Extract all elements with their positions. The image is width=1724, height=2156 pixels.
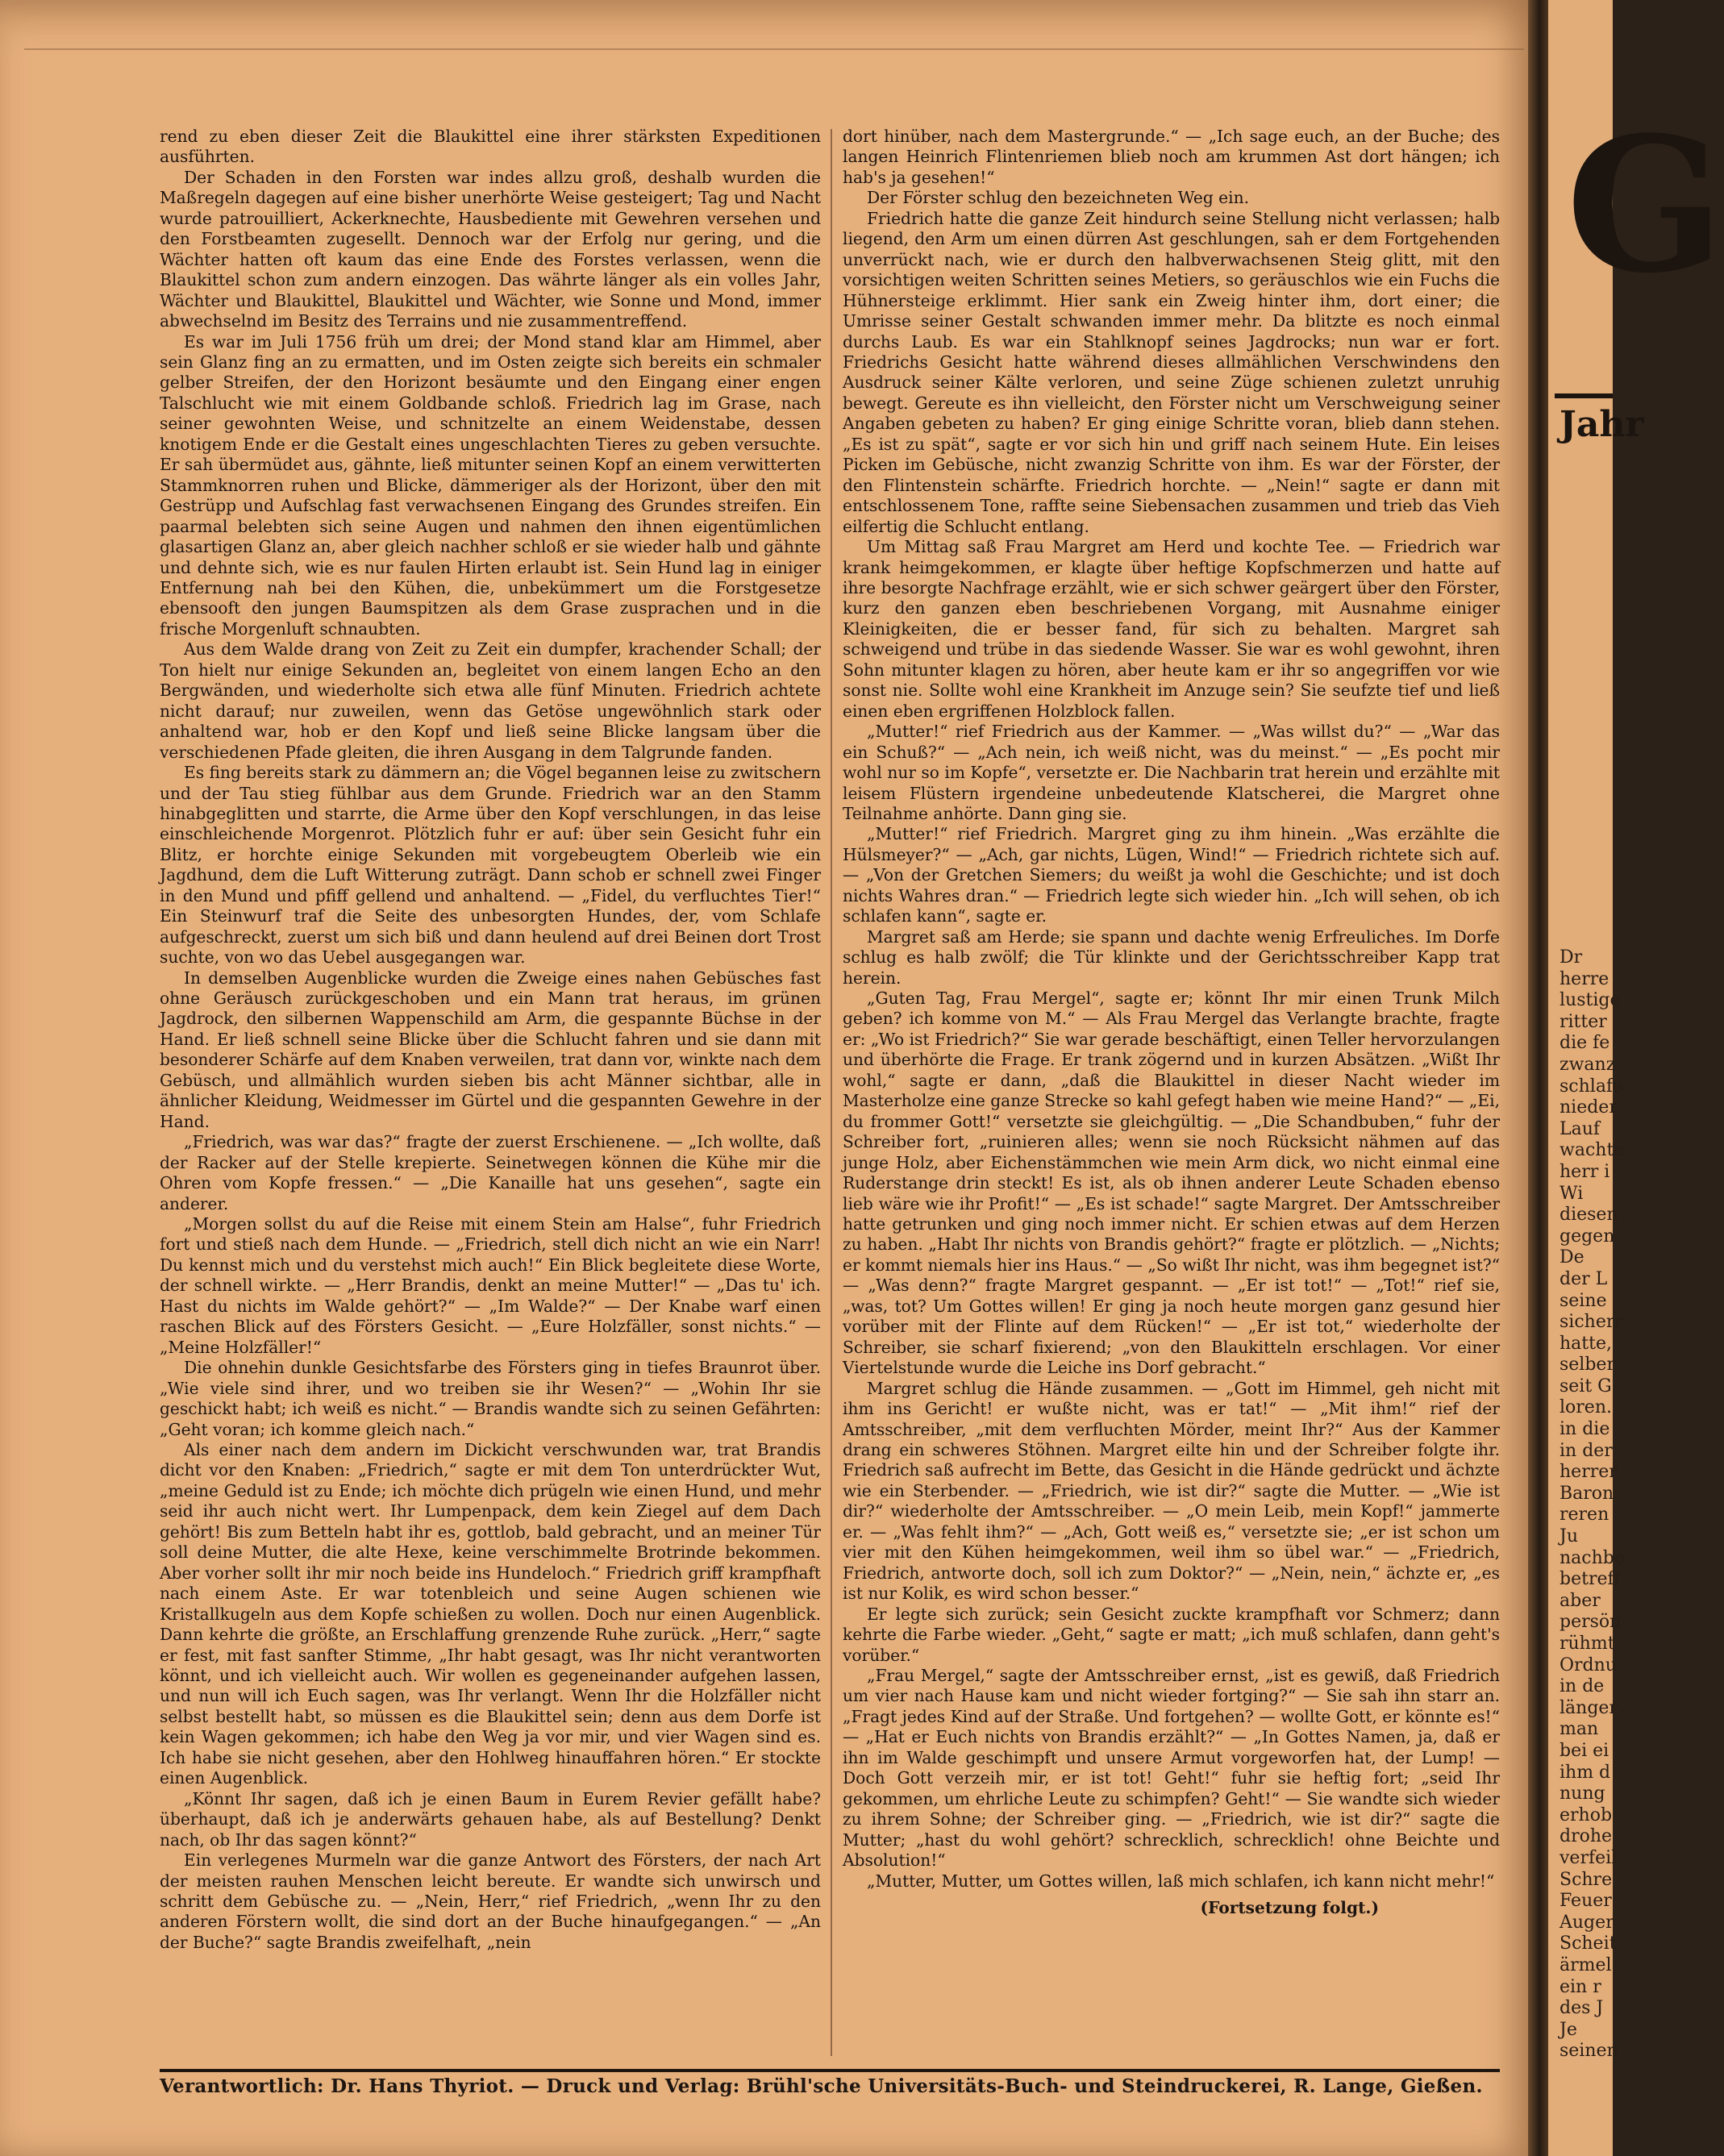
adjacent-page-heading: Jahr (1560, 404, 1644, 445)
adjacent-page-fragment: schlafe (1560, 1076, 1624, 1097)
footer-rule (160, 2069, 1500, 2072)
adjacent-page-fragment: rühmt (1560, 1634, 1615, 1654)
adjacent-page-rule (1555, 393, 1613, 398)
adjacent-page-fragment: erhob (1560, 1804, 1613, 1825)
paragraph: „Friedrich, was war das?“ fragte der zuerst Erschienene. — „Ich wollte, daß der Racker auf der Stelle krepierte. Seinetwegen können die Kühe mir die Ohren vom Kopfe fressen.“ — „Die Kanaille hat uns gesehen“, sagte ein anderer. (160, 1132, 821, 1213)
adjacent-page-fragment: Feuer (1560, 1891, 1612, 1912)
left-text-column (160, 127, 821, 1953)
adjacent-page-fragment: man (1560, 1719, 1599, 1740)
adjacent-page-fragment: die fe (1560, 1033, 1610, 1054)
paragraph: Als einer nach dem andern im Dickicht verschwunden war, trat Brandis dicht vor den Knaben: „Friedrich,“ sagte er mit dem Ton unterdrückter Wut, „meine Geduld ist zu Ende; ich möchte dich prügeln wie einen Hund, und mehr seid ihr auch nicht wert. Ihr Lumpenpack, dem kein Ziegel auf dem Dach gehört! Bis zum Betteln habt ihr es, gottlob, bald gebracht, und an meiner Tür soll deine Mutter, die alte Hexe, keine verschimmelte Brotrinde bekommen. Aber vorher sollt ihr mir noch beide ins Hundeloch.“ Friedrich griff krampfhaft nach einem Aste. Er war totenbleich und seine Augen schienen wie Kristallkugeln aus dem Kopfe schießen zu wollen. Doch nur einen Augenblick. Dann kehrte die größte, an Erschlaffung grenzende Ruhe zurück. „Herr,“ sagte er fest, mit fast sanfter Stimme, „Ihr habt gesagt, was Ihr nicht verantworten könnt, und ich vielleicht auch. Wir wollen es gegeneinander aufgehen lassen, und nun will ich Euch sagen, was Ihr verlangt. Wenn Ihr die Holzfäller nicht selbst bestellt habt, so müssen es die Blaukittel sein; denn aus dem Dorfe ist kein Wagen gekommen; ich habe den Weg ja vor mir, und vier Wagen sind es. Ich habe sie nicht gesehen, aber den Hohlweg hinauffahren hören.“ Er stockte einen Augenblick. (160, 1440, 821, 1788)
adjacent-page (1548, 0, 1724, 2156)
adjacent-page-fragment: in die (1560, 1419, 1610, 1440)
adjacent-page-fragment: ihm d (1560, 1762, 1611, 1783)
book-gutter (1528, 0, 1551, 2156)
adjacent-page-fragment: reren (1560, 1505, 1609, 1525)
paragraph: Die ohnehin dunkle Gesichtsfarbe des Försters ging in tiefes Braunrot über. „Wie viele sind ihrer, und wo treiben sie ihr Wesen?“ — „Wohin Ihr sie geschickt habt; ich weiß es nicht.“ — Brandis wandte sich zu seinen Gefährten: „Geht voran; ich komme gleich nach.“ (160, 1358, 821, 1439)
adjacent-page-fragment: bei ei (1560, 1740, 1609, 1761)
paragraph: „Morgen sollst du auf die Reise mit einem Stein am Halse“, fuhr Friedrich fort und stieß nach dem Hunde. — „Friedrich, stell dich nicht an wie ein Narr! Du kennst mich und du verstehst mich auch!“ Ein Blick begleitete diese Worte, der schnell wirkte. — „Herr Brandis, denkt an meine Mutter!“ — „Das tu' ich. Hast du nichts im Walde gehört?“ — „Im Walde?“ — Der Knabe warf einen raschen Blick auf des Försters Gesicht. — „Eure Holzfäller, sonst nichts.“ — „Meine Holzfäller!“ (160, 1214, 821, 1357)
paragraph: „Mutter!“ rief Friedrich. Margret ging zu ihm hinein. „Was erzählte die Hülsmeyer?“ — „Ach, gar nichts, Lügen, Wind!“ — Friedrich richtete sich auf. — „Von der Gretchen Siemers; du weißt ja wohl die Geschichte; und ist doch nichts Wahres dran.“ — Friedrich legte sich wieder hin. „Ich will sehen, ob ich schlafen kann“, sagte er. (843, 824, 1500, 926)
adjacent-page-fragment: verfeil (1560, 1847, 1618, 1868)
adjacent-page-fragment: gegen (1560, 1226, 1615, 1247)
paragraph: Der Förster schlug den bezeichneten Weg ein. (867, 188, 1250, 208)
column-divider (831, 129, 832, 2056)
paragraph: Um Mittag saß Frau Margret am Herd und kochte Tee. — Friedrich war krank heimgekommen, er klagte über heftige Kopfschmerzen und hatte auf ihre besorgte Nachfrage erzählt, wie er sich schwer geärgert über den Förster, kurz den ganzen eben beschriebenen Vorgang, mit Ausnahme einiger Kleinigkeiten, die er besser fand, für sich zu behalten. Margret sah schweigend und trübe in das siedende Wasser. Sie war es wohl gewohnt, ihren Sohn mitunter klagen zu hören, aber heute kam er ihr so angegriffen vor wie sonst nie. Sollte wohl eine Krankheit im Anzuge sein? Sie seufzte tief und ließ einen eben ergriffenen Holzblock fallen. (843, 537, 1500, 721)
adjacent-page-fragment: hatte, (1560, 1333, 1612, 1354)
paragraph: Friedrich hatte die ganze Zeit hindurch seine Stellung nicht verlassen; halb liegend, den Arm um einen dürren Ast geschlungen, sah er dem Fortgehenden unverrückt nach, wie er durch den halbverwachsenen Steig glitt, mit den vorsichtigen weiten Schritten seines Metiers, so geräuschlos wie ein Fuchs die Hühnersteige erklimmt. Hier sank ein Zweig hinter ihm, dort einer; die Umrisse seiner Gestalt schwanden immer mehr. Da blitzte es noch einmal durchs Laub. Es war ein Stahlknopf seines Jagdrocks; nun war er fort. Friedrichs Gesicht hatte während dieses allmählichen Verschwindens den Ausdruck seiner Kälte verloren, und seine Züge schienen zuletzt unruhig bewegt. Gereute es ihn vielleicht, den Förster nicht um Verschweigung seiner Angaben gebeten zu haben? Er ging einige Schritte voran, blieb dann stehen. „Es ist zu spät“, sagte er vor sich hin und griff nach seinem Hute. Ein leises Picken im Gebüsche, nicht zwanzig Schritte von ihm. Es war der Förster, der den Flintenstein schärfte. Friedrich horchte. — „Nein!“ sagte er dann mit entschlossenem Tone, raffte seine Siebensachen zusammen und trieb das Vieh eilfertig die Schlucht entlang. (843, 208, 1500, 536)
adjacent-page-fragment: Schre (1560, 1869, 1613, 1890)
adjacent-page-fragment: Baron (1560, 1483, 1614, 1504)
adjacent-page-fragment: Ju (1560, 1526, 1578, 1547)
adjacent-page-fragment: länger (1560, 1697, 1618, 1718)
paragraph: Der Schaden in den Forsten war indes allzu groß, deshalb wurden die Maßregeln dagegen auf eine bisher unerhörte Weise gesteigert; Tag und Nacht wurde patrouilliert, Ackerknechte, Hausbediente mit Gewehren versehen und den Forstbeamten zugesellt. Dennoch war der Erfolg nur gering, und die Wächter hatten oft kaum das eine Ende des Forstes verlassen, wenn die Blaukittel schon zum andern einzogen. Das währte länger als ein volles Jahr, Wächter und Blaukittel, Blaukittel und Wächter, wie Sonne und Mond, immer abwechselnd im Besitz des Terrains und nie zusammentreffend. (160, 167, 821, 331)
adjacent-page-fragment: diesen (1560, 1205, 1618, 1226)
page-top-border (24, 48, 1524, 60)
adjacent-page-fragment: Je (1560, 2019, 1577, 2040)
paragraph: „Mutter!“ rief Friedrich aus der Kammer. — „Was willst du?“ — „War das ein Schuß?“ — „Ach nein, ich weiß nicht, was du meinst.“ — „Es pocht mir wohl nur so im Kopfe“, versetzte er. Die Nachbarin trat herein und erzählte mit leisem Flüstern irgendeine unbedeutende Klatscherei, die Margret ohne Teilnahme anhörte. Dann ging sie. (843, 722, 1500, 823)
adjacent-page-fragment: nieder (1560, 1097, 1618, 1118)
paragraph: „Frau Mergel,“ sagte der Amtsschreiber ernst, „ist es gewiß, daß Friedrich um vier nach Hause kam und nicht wieder fortging?“ — Sie sah ihn starr an. „Fragt jedes Kind auf der Straße. Und fortgehen? — wollte Gott, er könnte es!“ — „Hat er Euch nichts von Brandis erzählt?“ — „In Gottes Namen, ja, daß er ihn im Walde geschimpft und unsere Armut vorgeworfen hat, der Lump! — Doch Gott verzeih mir, er ist tot! Geht!“ fuhr sie heftig fort; „seid Ihr gekommen, um ehrliche Leute zu schimpfen? Geht!“ — Sie wandte sich wieder zu ihrem Sohne; der Schreiber ging. — „Friedrich, wie ist dir?“ sagte die Mutter; „hast du wohl gehört? schrecklich, schrecklich! ohne Beichte und Absolution!“ (843, 1665, 1500, 1871)
adjacent-page-fragment: Wi (1560, 1183, 1584, 1204)
adjacent-page-fragment: persön (1560, 1612, 1622, 1633)
right-text-column (843, 127, 1500, 1918)
adjacent-page-fragment: Scheit (1560, 1933, 1617, 1954)
adjacent-page-initial: G (1566, 97, 1724, 314)
adjacent-page-fragment: sicherr (1560, 1312, 1623, 1333)
paragraph: rend zu eben dieser Zeit die Blaukittel eine ihrer stärksten Expeditionen ausführten. (160, 127, 821, 167)
adjacent-page-fragment: aber (1560, 1590, 1601, 1611)
paragraph: (Fortsetzung folgt.) (1200, 1897, 1379, 1917)
adjacent-page-fragment: nachbe (1560, 1547, 1625, 1568)
paragraph: „Könnt Ihr sagen, daß ich je einen Baum in Eurem Revier gefällt habe? überhaupt, daß ich je anderwärts gehauen habe, als auf Bestellung? Denkt nach, ob Ihr das sagen könnt?“ (160, 1788, 821, 1850)
paragraph: Er legte sich zurück; sein Gesicht zuckte krampfhaft vor Schmerz; dann kehrte die Farbe wieder. „Geht,“ sagte er matt; „ich muß schlafen, dann geht's vorüber.“ (843, 1604, 1500, 1665)
adjacent-page-fragment: ärmel (1560, 1954, 1612, 1975)
adjacent-page-fragment: Auger (1560, 1912, 1614, 1933)
adjacent-page-fragment: herrer (1560, 1462, 1618, 1483)
paragraph: „Guten Tag, Frau Mergel“, sagte er; könnt Ihr mir einen Trunk Milch geben? ich komme von M.“ — Als Frau Mergel das Verlangte brachte, fragte er: „Wo ist Friedrich?“ Sie war gerade beschäftigt, einen Teller hervorzulangen und überhörte die Frage. Er trank zögernd und in kurzen Absätzen. „Wißt Ihr wohl,“ sagte er dann, „daß die Blaukittel in dieser Nacht wieder im Masterholze eine ganze Strecke so kahl gefegt haben wie meine Hand?“ — „Ei, du frommer Gott!“ versetzte sie gleichgültig. — „Die Schandbuben,“ fuhr der Schreiber fort, „ruinieren alles; wenn sie noch Rücksicht nähmen auf das junge Holz, aber Eichenstämmchen wie mein Arm dick, wo nicht einmal eine Ruderstange drin steckt! Es ist, als ob ihnen anderer Leute Schaden ebenso lieb wäre wie ihr Profit!“ — „Es ist schade!“ sagte Margret. Der Amtsschreiber hatte getrunken und ging noch immer nicht. Er schien etwas auf dem Herzen zu haben. „Habt Ihr nichts von Brandis gehört?“ fragte er plötzlich. — „Nichts; er kommt niemals hier ins Haus.“ — „So wißt Ihr nicht, was ihm begegnet ist?“ — „Was denn?“ fragte Margret gespannt. — „Er ist tot!“ — „Tot!“ rief sie, „was, tot? Um Gottes willen! Er ging ja noch heute morgen ganz gesund hier vorüber mit der Flinte auf dem Rücken!“ — „Er ist tot,“ wiederholte der Schreiber, sie scharf fixierend; „von den Blaukitteln erschlagen. Vor einer Viertelstunde wurde die Leiche ins Dorf gebracht.“ (843, 989, 1500, 1378)
adjacent-page-fragment: seine (1560, 1290, 1607, 1311)
adjacent-page-fragment: in de (1560, 1676, 1605, 1697)
adjacent-page-fragment: ritter (1560, 1011, 1607, 1032)
paragraph: Aus dem Walde drang von Zeit zu Zeit ein dumpfer, krachender Schall; der Ton hielt nur einige Sekunden an, begleitet von einem langen Echo an den Bergwänden, und wiederholte sich etwa alle fünf Minuten. Friedrich achtete nicht darauf; nur zuweilen, wenn das Getöse ungewöhnlich stark oder anhaltend war, hob er den Kopf und ließ seine Blicke langsam über die verschiedenen Pfade gleiten, die ihren Ausgang in dem Talgrunde fanden. (160, 639, 821, 762)
paragraph: dort hinüber, nach dem Mastergrunde.“ — „Ich sage euch, an der Buche; des langen Heinrich Flintenriemen blieb noch am krummen Ast dort hängen; ich hab's ja gesehen!“ (843, 127, 1500, 187)
adjacent-page-fragment: De (1560, 1247, 1584, 1268)
paragraph: Ein verlegenes Murmeln war die ganze Antwort des Försters, der nach Art der meisten rauhen Menschen leicht bereute. Er wandte sich unwirsch und schritt dem Gebüsche zu. — „Nein, Herr,“ rief Friedrich, „wenn Ihr zu den anderen Förstern wollt, die sind dort an der Buche hinaufgegangen.“ — „An der Buche?“ sagte Brandis zweifelhaft, „nein (160, 1850, 821, 1952)
adjacent-page-fragment: Lauf (1560, 1118, 1601, 1139)
adjacent-page-fragment: lustige (1560, 990, 1621, 1011)
adjacent-page-fragment: herre (1560, 968, 1609, 989)
adjacent-page-fragment: wachte (1560, 1140, 1625, 1161)
adjacent-page-fragment: selber (1560, 1355, 1615, 1376)
adjacent-page-fragment: seinen (1560, 2041, 1618, 2062)
adjacent-page-fragment: Dr (1560, 947, 1583, 968)
paragraph: Margret saß am Herde; sie spann und dachte wenig Erfreuliches. Im Dorfe schlug es halb zwölf; die Tür klinkte und der Gerichtsschreiber Kapp trat herein. (843, 926, 1500, 988)
adjacent-page-fragment: der L (1560, 1268, 1608, 1289)
adjacent-page-fragment: drohe (1560, 1826, 1613, 1847)
imprint-footer: Verantwortlich: Dr. Hans Thyriot. — Druck und Verlag: Brühl'sche Universitäts-Buch- und Steindruckerei, R. Lange, Gießen. (160, 2075, 1483, 2097)
adjacent-page-fragment: seit G (1560, 1376, 1612, 1396)
adjacent-page-fragment: herr i (1560, 1161, 1610, 1182)
adjacent-page-fragment: ein r (1560, 1976, 1601, 1997)
adjacent-page-fragment: in der (1560, 1440, 1613, 1461)
adjacent-page-fragment: betreff (1560, 1569, 1621, 1590)
adjacent-page-fragments (1560, 947, 1625, 2062)
adjacent-page-fragment: zwanz (1560, 1054, 1616, 1075)
paragraph: „Mutter, Mutter, um Gottes willen, laß mich schlafen, ich kann nicht mehr!“ (867, 1871, 1495, 1891)
adjacent-page-fragment: Ordnu (1560, 1654, 1617, 1675)
adjacent-page-fragment: des J (1560, 1998, 1604, 2019)
paragraph: Es fing bereits stark zu dämmern an; die Vögel begannen leise zu zwitschern und der Tau stieg fühlbar aus dem Grunde. Friedrich war an den Stamm hinabgeglitten und starrte, die Arme über den Kopf verschlungen, in das leise einschleichende Morgenrot. Plötzlich fuhr er auf: über sein Gesicht fuhr ein Blitz, er horchte einige Sekunden mit vorgebeugtem Oberleib wie ein Jagdhund, dem die Luft Witterung zuträgt. Dann schob er schnell zwei Finger in den Mund und pfiff gellend und anhaltend. — „Fidel, du verfluchtes Tier!“ Ein Steinwurf traf die Seite des unbesorgten Hundes, der, vom Schlafe aufgeschreckt, zuerst um sich biß und dann heulend auf drei Beinen dort Trost suchte, von wo das Uebel ausgegangen war. (160, 763, 821, 968)
adjacent-page-fragment: nung (1560, 1783, 1605, 1804)
paragraph: Margret schlug die Hände zusammen. — „Gott im Himmel, geh nicht mit ihm ins Gericht! er wußte nicht, was er tat!“ — „Mit ihm!“ rief der Amtsschreiber, „mit dem verfluchten Mörder, meint Ihr?“ Aus der Kammer drang ein schweres Stöhnen. Margret eilte hin und der Schreiber folgte ihr. Friedrich saß aufrecht im Bette, das Gesicht in die Hände gedrückt und ächzte wie ein Sterbender. — „Friedrich, wie ist dir?“ sagte die Mutter. — „Wie ist dir?“ wiederholte der Amtsschreiber. — „O mein Leib, mein Kopf!“ jammerte er. — „Was fehlt ihm?“ — „Ach, Gott weiß es,“ versetzte sie; „er ist schon um vier mit den Kühen heimgekommen, weil ihm so übel war.“ — „Friedrich, Friedrich, antworte doch, soll ich zum Doktor?“ — „Nein, nein,“ ächzte er, „es ist nur Kolik, es wird schon besser.“ (843, 1378, 1500, 1604)
paragraph: In demselben Augenblicke wurden die Zweige eines nahen Gebüsches fast ohne Geräusch zurückgeschoben und ein Mann trat heraus, im grünen Jagdrock, den silbernen Wappenschild am Arm, die gespannte Büchse in der Hand. Er ließ schnell seine Blicke über die Schlucht fahren und sie dann mit besonderer Schärfe auf dem Knaben verweilen, trat dann vor, winkte nach dem Gebüsch, und allmählich wurden sieben bis acht Männer sichtbar, alle in ähnlicher Kleidung, Weidmesser im Gürtel und die gespannten Gewehre in der Hand. (160, 968, 821, 1131)
paragraph: Es war im Juli 1756 früh um drei; der Mond stand klar am Himmel, aber sein Glanz fing an zu ermatten, und im Osten zeigte sich bereits ein schmaler gelber Streifen, der den Horizont besäumte und den Eingang einer engen Talschlucht wie mit einem Goldbande schloß. Friedrich lag im Grase, nach seiner gewohnten Weise, und schnitzelte an einem Weidenstabe, dessen knotigem Ende er die Gestalt eines ungeschlachten Tieres zu geben versuchte. Er sah übermüdet aus, gähnte, ließ mitunter seinen Kopf an einem verwitterten Stammknorren ruhen und Blicke, dämmeriger als der Horizont, über den mit Gestrüpp und Aufschlag fast verwachsenen Eingang des Grundes streifen. Ein paarmal belebten sich seine Augen und nahmen den ihnen eigentümlichen glasartigen Glanz an, aber gleich nachher schloß er sie wieder halb und gähnte und dehnte sich, wie es nur faulen Hirten erlaubt ist. Sein Hund lag in einiger Entfernung nah bei den Kühen, die, unbekümmert um die Forstgesetze ebensooft den jungen Baumspitzen als dem Grase zusprachen und in die frische Morgenluft schnaubten. (160, 331, 821, 639)
adjacent-page-fragment: loren. (1560, 1397, 1612, 1418)
